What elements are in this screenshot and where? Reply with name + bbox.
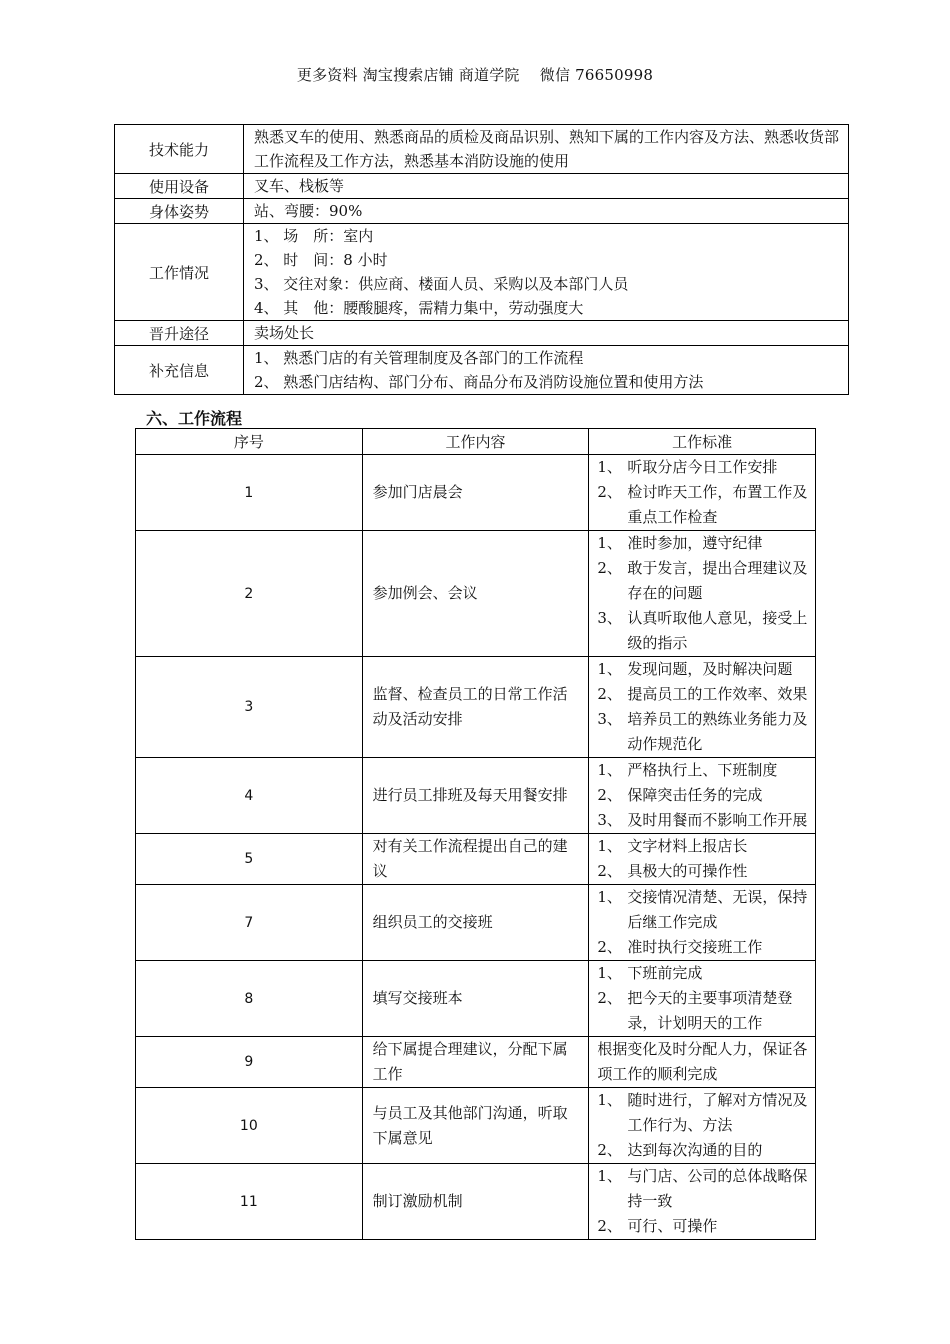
standard-text: 准时参加，遵守纪律 bbox=[627, 534, 763, 552]
standard-text: 具极大的可操作性 bbox=[627, 862, 748, 880]
standard-index: 1、 bbox=[597, 761, 622, 779]
table-row bbox=[136, 961, 816, 1037]
info-label: 技术能力 bbox=[115, 125, 244, 174]
standard-item bbox=[597, 885, 809, 935]
standard-item bbox=[597, 455, 809, 480]
standard-item bbox=[597, 682, 809, 707]
standard-item bbox=[597, 707, 809, 757]
info-value-line: 1、 熟悉门店的有关管理制度及各部门的工作流程 bbox=[254, 349, 584, 367]
standard-index: 1、 bbox=[597, 660, 622, 678]
standard-index: 2、 bbox=[597, 559, 622, 577]
info-value-line: 2、 熟悉门店结构、部门分布、商品分布及消防设施位置和使用方法 bbox=[254, 373, 704, 391]
standard-text: 根据变化及时分配人力，保证各项工作的顺利完成 bbox=[597, 1040, 808, 1083]
work-content: 对有关工作流程提出自己的建议 bbox=[362, 834, 589, 885]
standard-text: 严格执行上、下班制度 bbox=[627, 761, 778, 779]
standard-index: 2、 bbox=[597, 938, 622, 956]
work-content: 给下属提合理建议，分配下属工作 bbox=[362, 1037, 589, 1088]
row-number: 10 bbox=[136, 1088, 363, 1164]
header-num: 序号 bbox=[136, 429, 363, 455]
standard-item bbox=[597, 1214, 809, 1239]
info-value-line: 2、 时 间：8 小时 bbox=[254, 251, 388, 269]
info-value bbox=[244, 125, 849, 174]
standard-index: 2、 bbox=[597, 1217, 622, 1235]
standard-text: 下班前完成 bbox=[627, 964, 703, 982]
standard-text: 可行、可操作 bbox=[627, 1217, 718, 1235]
info-label: 使用设备 bbox=[115, 174, 244, 199]
standard-index: 1、 bbox=[597, 1091, 622, 1109]
standard-text: 认真听取他人意见，接受上级的指示 bbox=[627, 609, 808, 652]
info-label: 身体姿势 bbox=[115, 199, 244, 224]
info-value bbox=[244, 321, 849, 346]
standard-item bbox=[597, 859, 809, 884]
row-number: 2 bbox=[136, 531, 363, 657]
info-label: 工作情况 bbox=[115, 224, 244, 321]
work-content: 与员工及其他部门沟通，听取下属意见 bbox=[362, 1088, 589, 1164]
section-title: 六、工作流程 bbox=[146, 409, 243, 428]
standard-item bbox=[597, 808, 809, 833]
standard-index: 2、 bbox=[597, 483, 622, 501]
work-content: 参加例会、会议 bbox=[362, 531, 589, 657]
standard-index: 2、 bbox=[597, 862, 622, 880]
standard-index: 3、 bbox=[597, 609, 622, 627]
row-number: 8 bbox=[136, 961, 363, 1037]
info-row bbox=[115, 321, 849, 346]
standard-text: 检讨昨天工作，布置工作及重点工作检查 bbox=[627, 483, 808, 526]
work-standard bbox=[589, 961, 816, 1037]
standard-item bbox=[597, 935, 809, 960]
job-info-table bbox=[114, 124, 849, 395]
info-label: 补充信息 bbox=[115, 346, 244, 395]
standard-index: 1、 bbox=[597, 964, 622, 982]
info-row bbox=[115, 224, 849, 321]
info-value-line: 卖场处长 bbox=[254, 324, 315, 342]
standard-text: 准时执行交接班工作 bbox=[627, 938, 763, 956]
work-standard bbox=[589, 885, 816, 961]
standard-text: 与门店、公司的总体战略保持一致 bbox=[627, 1167, 808, 1210]
info-value-line: 熟悉叉车的使用、熟悉商品的质检及商品识别、熟知下属的工作内容及方法、熟悉收货部工作流程及工作方法，熟悉基本消防设施的使用 bbox=[254, 128, 840, 170]
standard-item bbox=[597, 1037, 809, 1087]
table-header-row bbox=[136, 429, 816, 455]
table-row bbox=[136, 531, 816, 657]
work-content: 组织员工的交接班 bbox=[362, 885, 589, 961]
row-number: 7 bbox=[136, 885, 363, 961]
table-row bbox=[136, 1088, 816, 1164]
standard-text: 交接情况清楚、无误，保持后继工作完成 bbox=[627, 888, 808, 931]
table-row bbox=[136, 834, 816, 885]
standard-text: 敢于发言，提出合理建议及存在的问题 bbox=[627, 559, 808, 602]
info-row bbox=[115, 174, 849, 199]
standard-text: 听取分店今日工作安排 bbox=[627, 458, 778, 476]
work-content: 填写交接班本 bbox=[362, 961, 589, 1037]
info-value-line: 站、弯腰：90% bbox=[254, 202, 363, 220]
standard-text: 及时用餐而不影响工作开展 bbox=[627, 811, 808, 829]
standard-index: 2、 bbox=[597, 989, 622, 1007]
info-value-line: 4、 其 他：腰酸腿疼，需精力集中，劳动强度大 bbox=[254, 299, 584, 317]
row-number: 11 bbox=[136, 1164, 363, 1240]
info-row bbox=[115, 346, 849, 395]
work-standard bbox=[589, 834, 816, 885]
standard-text: 发现问题，及时解决问题 bbox=[627, 660, 793, 678]
table-row bbox=[136, 758, 816, 834]
row-number: 4 bbox=[136, 758, 363, 834]
standard-item bbox=[597, 531, 809, 556]
row-number: 1 bbox=[136, 455, 363, 531]
work-content: 制订激励机制 bbox=[362, 1164, 589, 1240]
work-standard bbox=[589, 455, 816, 531]
standard-item bbox=[597, 1138, 809, 1163]
info-value-line: 1、 场 所：室内 bbox=[254, 227, 374, 245]
info-value-line: 叉车、栈板等 bbox=[254, 177, 345, 195]
standard-index: 1、 bbox=[597, 1167, 622, 1185]
work-standard bbox=[589, 1088, 816, 1164]
standard-text: 提高员工的工作效率、效果 bbox=[627, 685, 808, 703]
work-standard bbox=[589, 657, 816, 758]
info-label: 晋升途径 bbox=[115, 321, 244, 346]
standard-index: 1、 bbox=[597, 837, 622, 855]
info-value bbox=[244, 174, 849, 199]
standard-item bbox=[597, 480, 809, 530]
standard-item bbox=[597, 961, 809, 986]
work-content: 进行员工排班及每天用餐安排 bbox=[362, 758, 589, 834]
standard-item bbox=[597, 986, 809, 1036]
standard-index: 3、 bbox=[597, 710, 622, 728]
table-row bbox=[136, 455, 816, 531]
standard-index: 2、 bbox=[597, 1141, 622, 1159]
header-standard: 工作标准 bbox=[589, 429, 816, 455]
standard-item bbox=[597, 758, 809, 783]
standard-text: 培养员工的熟练业务能力及动作规范化 bbox=[627, 710, 808, 753]
standard-item bbox=[597, 834, 809, 859]
standard-index: 1、 bbox=[597, 888, 622, 906]
workflow-table bbox=[135, 428, 816, 1240]
info-value-line: 3、 交往对象：供应商、楼面人员、采购以及本部门人员 bbox=[254, 275, 629, 293]
standard-index: 1、 bbox=[597, 534, 622, 552]
row-number: 5 bbox=[136, 834, 363, 885]
work-standard bbox=[589, 531, 816, 657]
info-value bbox=[244, 224, 849, 321]
work-content: 参加门店晨会 bbox=[362, 455, 589, 531]
table-row bbox=[136, 1164, 816, 1240]
work-standard bbox=[589, 1037, 816, 1088]
standard-item bbox=[597, 657, 809, 682]
info-row bbox=[115, 125, 849, 174]
standard-text: 随时进行，了解对方情况及工作行为、方法 bbox=[627, 1091, 808, 1134]
info-value bbox=[244, 346, 849, 395]
standard-item bbox=[597, 1164, 809, 1214]
table-row bbox=[136, 657, 816, 758]
standard-index: 3、 bbox=[597, 811, 622, 829]
standard-text: 保障突击任务的完成 bbox=[627, 786, 763, 804]
standard-item bbox=[597, 783, 809, 808]
work-standard bbox=[589, 1164, 816, 1240]
work-standard bbox=[589, 758, 816, 834]
standard-text: 文字材料上报店长 bbox=[627, 837, 748, 855]
standard-index: 2、 bbox=[597, 685, 622, 703]
standard-item bbox=[597, 1088, 809, 1138]
standard-text: 把今天的主要事项清楚登录，计划明天的工作 bbox=[627, 989, 793, 1032]
standard-index: 2、 bbox=[597, 786, 622, 804]
standard-index: 1、 bbox=[597, 458, 622, 476]
work-content: 监督、检查员工的日常工作活动及活动安排 bbox=[362, 657, 589, 758]
table-row bbox=[136, 885, 816, 961]
row-number: 9 bbox=[136, 1037, 363, 1088]
standard-text: 达到每次沟通的目的 bbox=[627, 1141, 763, 1159]
standard-item bbox=[597, 606, 809, 656]
standard-item bbox=[597, 556, 809, 606]
header-content: 工作内容 bbox=[362, 429, 589, 455]
info-value bbox=[244, 199, 849, 224]
row-number: 3 bbox=[136, 657, 363, 758]
info-row bbox=[115, 199, 849, 224]
header-text: 更多资料 淘宝搜索店铺 商道学院 微信 76650998 bbox=[296, 66, 654, 84]
table-row bbox=[136, 1037, 816, 1088]
